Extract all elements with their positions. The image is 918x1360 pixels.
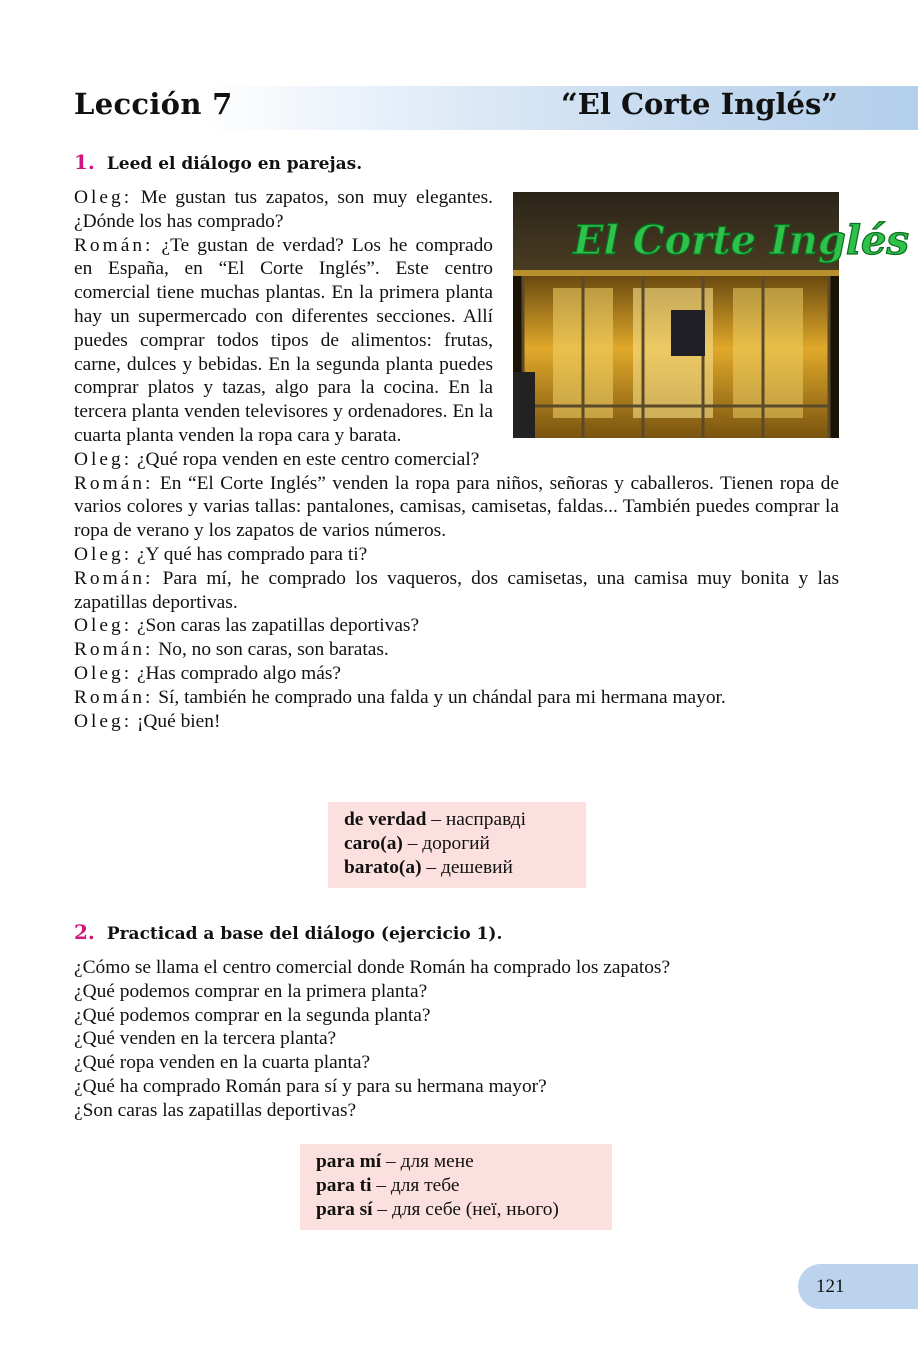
lesson-title: Lección 7: [74, 87, 233, 121]
dialogue-line: Román: Sí, también he comprado una falda y un chándal para mi hermana mayor.: [74, 686, 726, 708]
question: ¿Cómo se llama el centro comercial donde Román ha comprado los zapatos?: [74, 957, 671, 978]
dialogue-line: Oleg: ¿Has comprado algo más?: [74, 662, 342, 684]
dialogue: [74, 186, 909, 733]
dialogue-line: Román: ¿Te gustan de verdad? Los he comprado en España, en “El Corte Inglés”. Este centro comercial tiene muchas plantas. En la primera planta hay un supermercado con diferentes secciones. Allí puedes comprar todos tipos de alimentos: frutas, carne, dulces y bebidas. En la segunda planta puedes comprar platos y tazas, algo para la cocina. En la tercera planta venden televisores y ordenadores. En la cuarta planta venden la ropa cara y barata.: [74, 234, 493, 446]
dialogue-line: Román: No, no son caras, son baratas.: [74, 639, 389, 661]
exercise-1-heading: [74, 150, 362, 174]
exercise-instruction: Practicad a base del diálogo (ejercicio 1).: [106, 924, 503, 944]
question: ¿Qué ha comprado Román para sí y para su hermana mayor?: [74, 1075, 547, 1097]
vocabulary-box: [328, 802, 586, 888]
exercise-number: 2.: [74, 920, 95, 944]
exercise-instruction: Leed el diálogo en parejas.: [106, 154, 363, 174]
vocab-entry: barato(a) – дешевий: [344, 857, 513, 878]
question: ¿Qué podemos comprar en la segunda planta?: [74, 1004, 431, 1026]
exercise-2-heading: [74, 920, 502, 944]
question: ¿Qué venden en la tercera planta?: [74, 1028, 337, 1050]
svg-text:El Corte Inglés: El Corte Inglés: [573, 217, 909, 264]
dialogue-line: Oleg: ¿Son caras las zapatillas deportivas?: [74, 615, 420, 637]
vocab-entry: caro(a) – дорогий: [344, 833, 490, 854]
question: ¿Qué ropa venden en la cuarta planta?: [74, 1052, 371, 1074]
question: ¿Qué podemos comprar en la primera planta?: [74, 980, 428, 1002]
lesson-topic: “El Corte Inglés”: [561, 87, 838, 121]
dialogue-line: Oleg: ¿Qué ropa venden en este centro comercial?: [74, 448, 480, 470]
vocab-entry: para sí – для себе (неї, нього): [316, 1199, 559, 1220]
dialogue-line: Oleg: ¿Y qué has comprado para ti?: [74, 543, 368, 565]
page-number: 121: [798, 1264, 918, 1309]
vocab-entry: para ti – для тебе: [316, 1175, 460, 1196]
store-entrance-photo: [513, 192, 909, 438]
dialogue-line: Oleg: ¡Qué bien!: [74, 710, 221, 732]
question-list: [74, 956, 844, 1123]
vocabulary-box: [300, 1144, 612, 1230]
question: ¿Son caras las zapatillas deportivas?: [74, 1099, 357, 1121]
vocab-entry: de verdad – насправді: [344, 809, 527, 830]
exercise-number: 1.: [74, 150, 95, 174]
dialogue-line: Román: En “El Corte Inglés” venden la ropa para niños, señoras y caballeros. Tienen ropa de varios colores y varias tallas: pantalones, camisas, camisetas, faldas... También puedes comprar la ropa de verano y los zapatos de varios números.: [74, 472, 839, 542]
dialogue-line: Román: Para mí, he comprado los vaqueros, dos camisetas, una camisa muy bonita y las zapatillas deportivas.: [74, 567, 839, 613]
vocab-entry: para mí – для мене: [316, 1151, 474, 1172]
dialogue-line: Oleg: Me gustan tus zapatos, son muy elegantes. ¿Dónde los has comprado?: [74, 187, 493, 232]
